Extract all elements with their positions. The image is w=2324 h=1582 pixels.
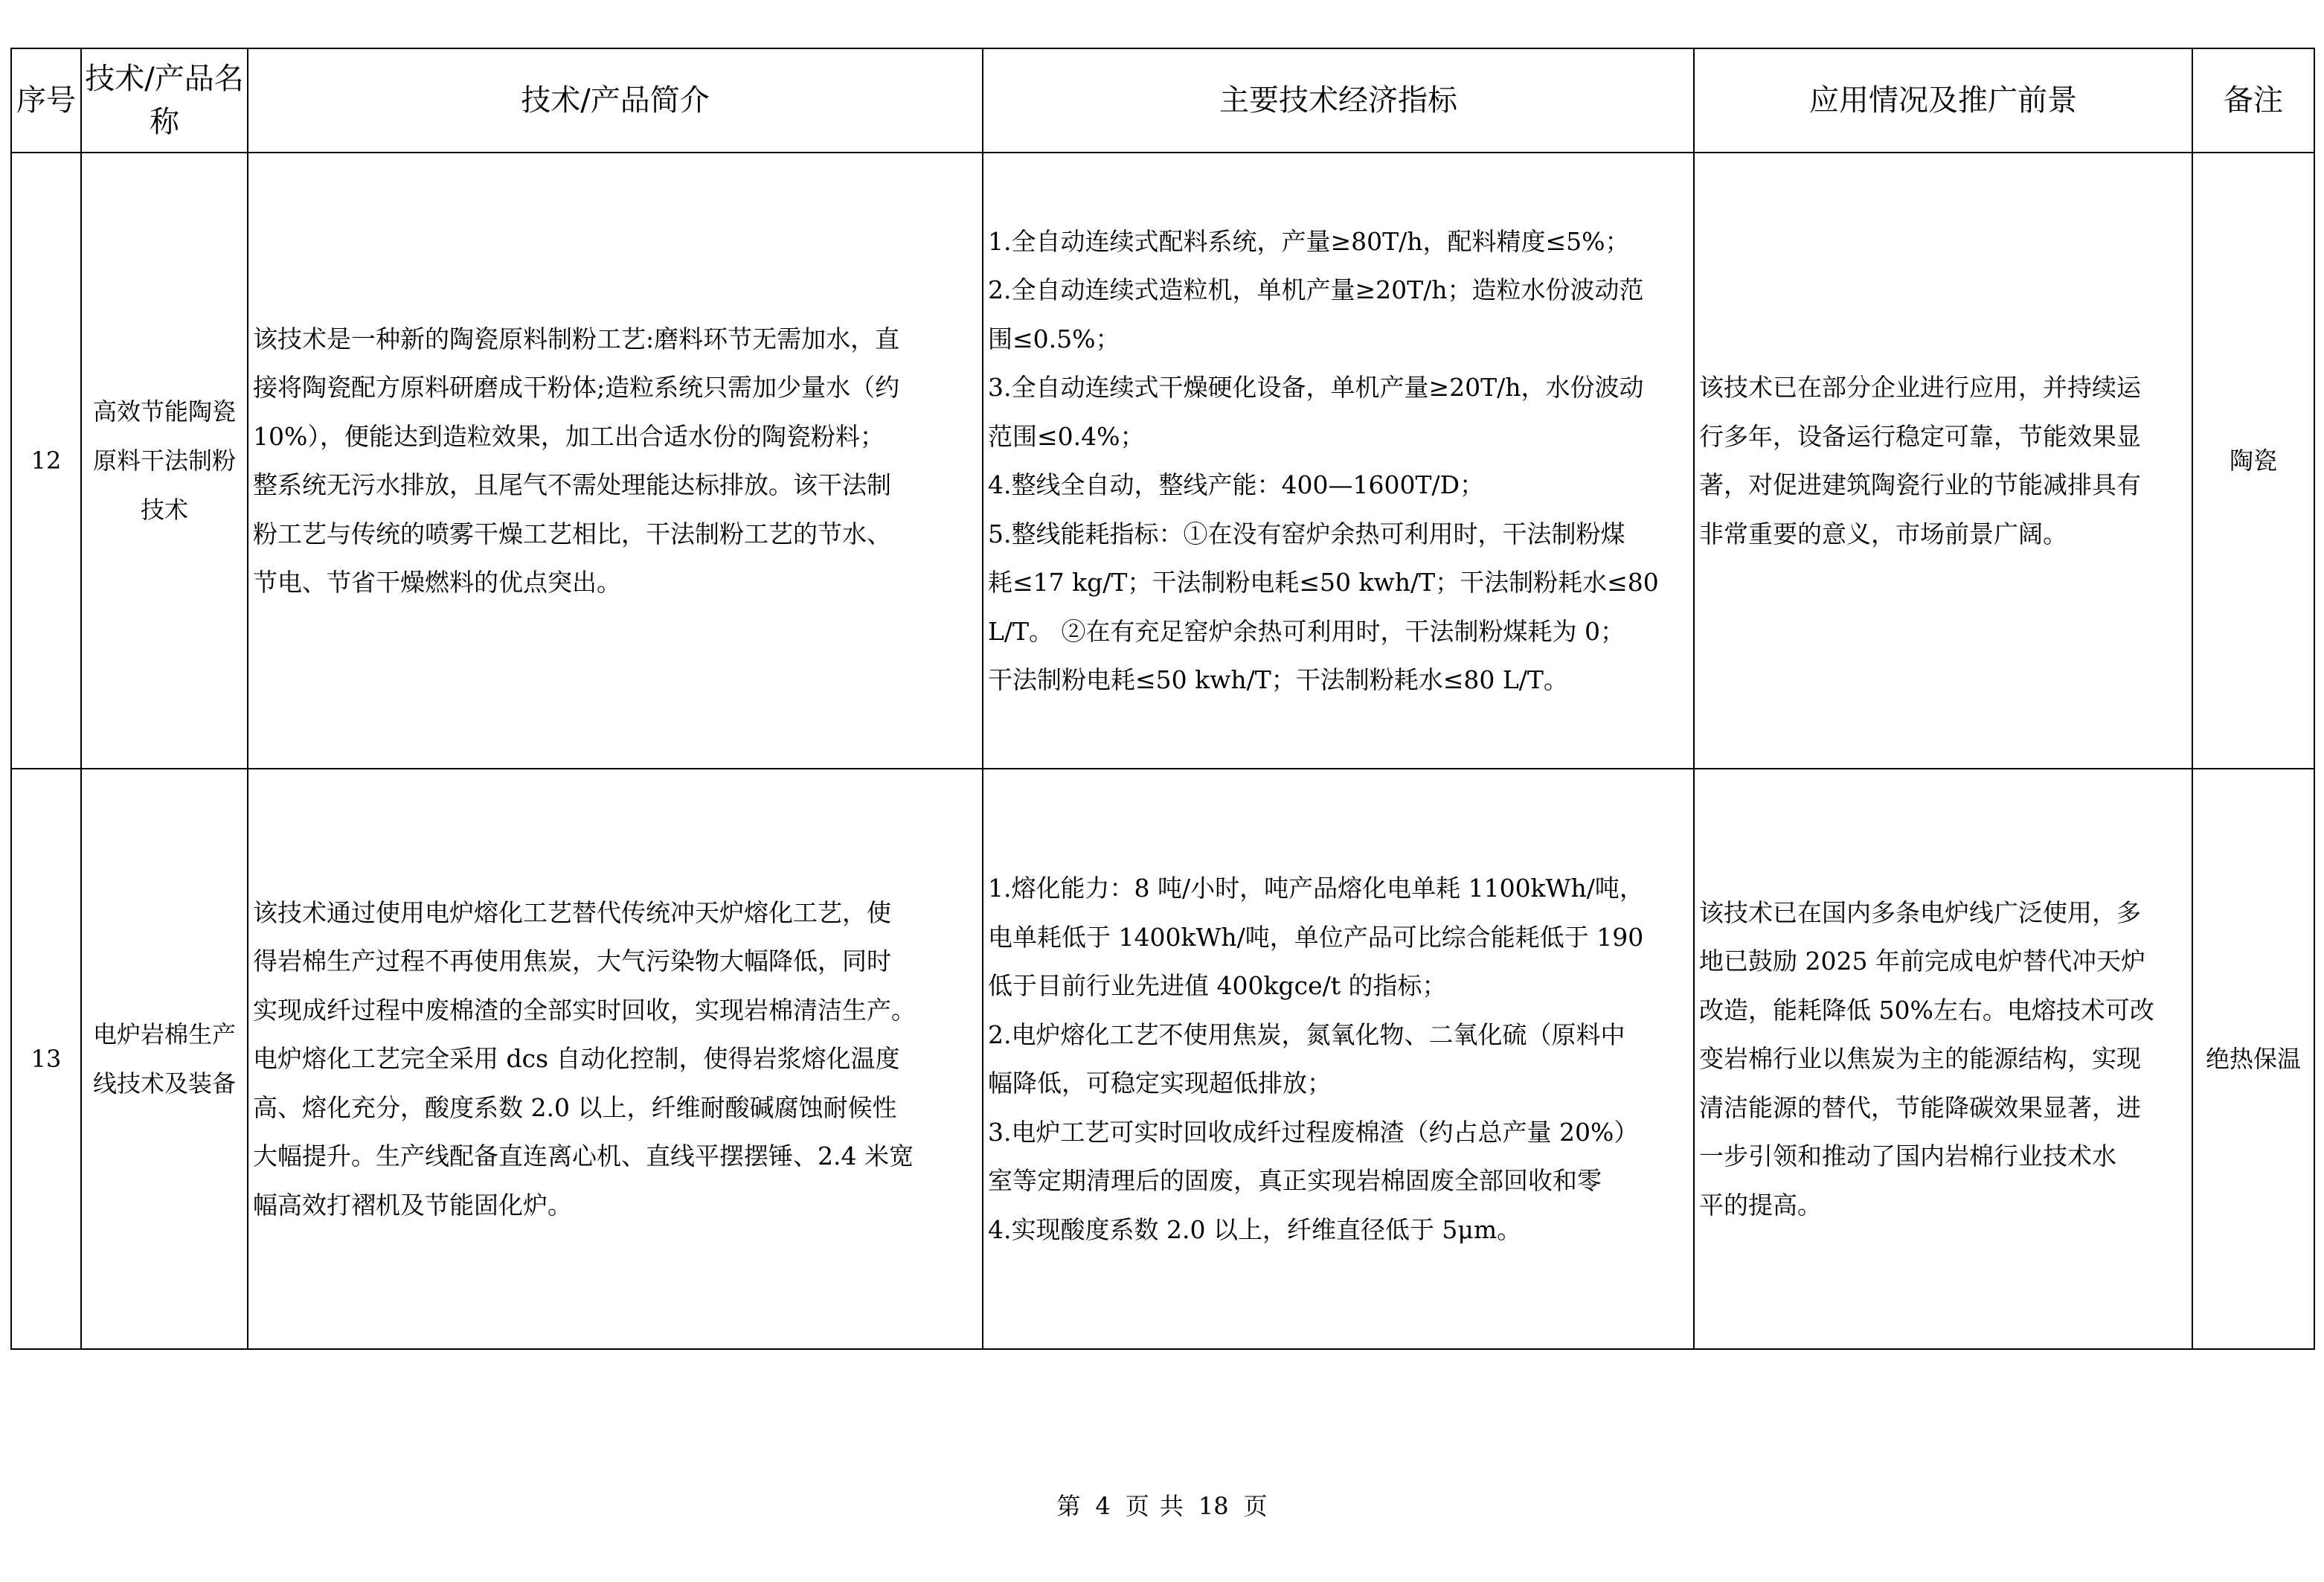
row-indicators bbox=[983, 769, 1694, 1349]
prospect-line: 清洁能源的替代，节能降碳效果显著，进 bbox=[1699, 1092, 2141, 1122]
header-name: 技术/产品名称 bbox=[81, 48, 248, 153]
indicator-line: 4.整线全自动，整线产能：400—1600T/D； bbox=[988, 470, 1485, 499]
row-intro bbox=[248, 153, 983, 769]
row-name bbox=[81, 769, 248, 1349]
intro-line: 10%），便能达到造粒效果，加工出合适水份的陶瓷粉料； bbox=[253, 421, 885, 451]
intro-line: 该技术是一种新的陶瓷原料制粉工艺:磨料环节无需加水，直 bbox=[253, 324, 900, 353]
intro-line: 高、熔化充分，酸度系数 2.0 以上，纤维耐酸碱腐蚀耐候性 bbox=[253, 1092, 897, 1122]
intro-line: 节电、节省干燥燃料的优点突出。 bbox=[253, 568, 621, 597]
header-remark: 备注 bbox=[2192, 48, 2314, 153]
footer-suffix: 页 bbox=[1243, 1492, 1268, 1520]
prospect-line: 著，对促进建筑陶瓷行业的节能减排具有 bbox=[1699, 470, 2141, 499]
row-prospects bbox=[1694, 153, 2192, 769]
indicator-line: 电单耗低于 1400kWh/吨，单位产品可比综合能耗低于 190 bbox=[988, 922, 1644, 952]
row-index: 13 bbox=[11, 769, 81, 1349]
indicator-line: 幅降低，可稳定实现超低排放； bbox=[988, 1069, 1332, 1098]
intro-line: 实现成纤过程中废棉渣的全部实时回收，实现岩棉清洁生产。 bbox=[253, 995, 916, 1025]
table-row bbox=[11, 769, 2314, 1349]
indicator-line: 2.电炉熔化工艺不使用焦炭，氮氧化物、二氧化硫（原料中 bbox=[988, 1019, 1625, 1049]
prospect-line: 非常重要的意义，市场前景广阔。 bbox=[1699, 519, 2067, 548]
indicator-line: 4.实现酸度系数 2.0 以上，纤维直径低于 5μm。 bbox=[988, 1214, 1522, 1244]
indicator-line: 3.电炉工艺可实时回收成纤过程废棉渣（约占总产量 20%） bbox=[988, 1117, 1639, 1147]
intro-line: 得岩棉生产过程不再使用焦炭，大气污染物大幅降低，同时 bbox=[253, 947, 891, 976]
prospect-line: 一步引领和推动了国内岩棉行业技术水 bbox=[1699, 1141, 2116, 1171]
page-total: 18 bbox=[1198, 1492, 1229, 1520]
row-remark: 陶瓷 bbox=[2192, 153, 2314, 769]
row-name-text: 高效节能陶瓷原料干法制粉技术 bbox=[92, 397, 236, 524]
prospect-line: 变岩棉行业以焦炭为主的能源结构，实现 bbox=[1699, 1044, 2141, 1074]
technology-catalog-table bbox=[10, 48, 2315, 1350]
indicator-line: 低于目前行业先进值 400kgce/t 的指标； bbox=[988, 971, 1447, 1000]
indicator-line: 1.熔化能力：8 吨/小时，吨产品熔化电单耗 1100kWh/吨， bbox=[988, 874, 1644, 903]
intro-line: 电炉熔化工艺完全采用 dcs 自动化控制，使得岩浆熔化温度 bbox=[253, 1044, 900, 1074]
page-number: 4 bbox=[1095, 1492, 1111, 1520]
prospect-line: 地已鼓励 2025 年前完成电炉替代冲天炉 bbox=[1699, 947, 2145, 976]
prospect-line: 改造，能耗降低 50%左右。电熔技术可改 bbox=[1699, 995, 2154, 1025]
row-index: 12 bbox=[11, 153, 81, 769]
prospect-line: 该技术已在部分企业进行应用，并持续运 bbox=[1699, 373, 2141, 402]
intro-line: 粉工艺与传统的喷雾干燥工艺相比，干法制粉工艺的节水、 bbox=[253, 519, 891, 548]
intro-line: 接将陶瓷配方原料研磨成干粉体;造粒系统只需加少量水（约 bbox=[253, 373, 900, 402]
page-footer bbox=[0, 1488, 2324, 1524]
indicator-line: 干法制粉电耗≤50 kwh/T；干法制粉耗水≤80 L/T。 bbox=[988, 665, 1568, 694]
header-index: 序号 bbox=[11, 48, 81, 153]
footer-prefix: 第 bbox=[1056, 1492, 1081, 1520]
prospect-line: 平的提高。 bbox=[1699, 1190, 1822, 1220]
row-indicators bbox=[983, 153, 1694, 769]
row-remark: 绝热保温 bbox=[2192, 769, 2314, 1349]
intro-line: 整系统无污水排放，且尾气不需处理能达标排放。该干法制 bbox=[253, 470, 891, 499]
indicator-line: 2.全自动连续式造粒机，单机产量≥20T/h；造粒水份波动范 bbox=[988, 275, 1644, 304]
indicator-line: 范围≤0.4%； bbox=[988, 421, 1145, 451]
indicator-line: 围≤0.5%； bbox=[988, 324, 1120, 353]
header-intro: 技术/产品简介 bbox=[248, 48, 983, 153]
table-row bbox=[11, 153, 2314, 769]
row-name bbox=[81, 153, 248, 769]
indicator-line: 室等定期清理后的固废，真正实现岩棉固废全部回收和零 bbox=[988, 1166, 1602, 1195]
footer-mid: 页 共 bbox=[1125, 1492, 1184, 1520]
row-prospects bbox=[1694, 769, 2192, 1349]
indicator-line: 3.全自动连续式干燥硬化设备，单机产量≥20T/h，水份波动 bbox=[988, 373, 1644, 402]
indicator-line: 耗≤17 kg/T；干法制粉电耗≤50 kwh/T；干法制粉耗水≤80 bbox=[988, 568, 1659, 597]
intro-line: 大幅提升。生产线配备直连离心机、直线平摆摆锤、2.4 米宽 bbox=[253, 1141, 914, 1171]
row-name-text: 电炉岩棉生产线技术及装备 bbox=[92, 1020, 236, 1098]
intro-line: 幅高效打褶机及节能固化炉。 bbox=[253, 1190, 572, 1220]
indicator-line: 5.整线能耗指标：①在没有窑炉余热可利用时，干法制粉煤 bbox=[988, 519, 1625, 548]
indicator-line: 1.全自动连续式配料系统，产量≥80T/h，配料精度≤5%； bbox=[988, 226, 1630, 256]
table-header-row bbox=[11, 48, 2314, 153]
intro-line: 该技术通过使用电炉熔化工艺替代传统冲天炉熔化工艺，使 bbox=[253, 897, 891, 927]
prospect-line: 行多年，设备运行稳定可靠，节能效果显 bbox=[1699, 421, 2141, 451]
header-prospects: 应用情况及推广前景 bbox=[1694, 48, 2192, 153]
prospect-line: 该技术已在国内多条电炉线广泛使用，多 bbox=[1699, 897, 2141, 927]
indicator-line: L/T。 ②在有充足窑炉余热可利用时，干法制粉煤耗为 0； bbox=[988, 616, 1625, 646]
header-indicators: 主要技术经济指标 bbox=[983, 48, 1694, 153]
row-intro bbox=[248, 769, 983, 1349]
